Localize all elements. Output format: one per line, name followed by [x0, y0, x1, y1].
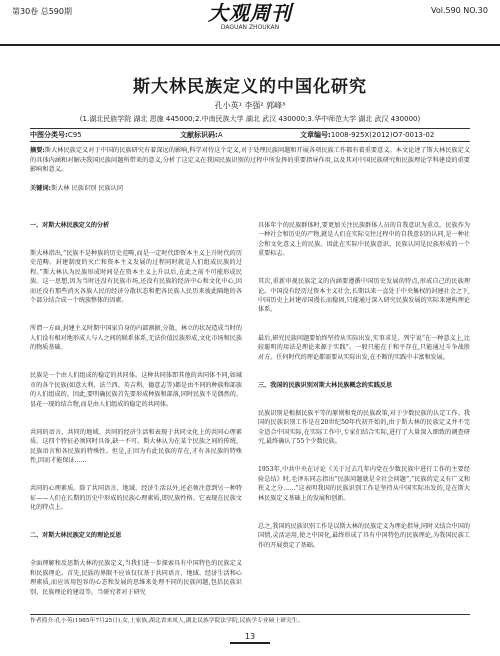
doc-code-label: 文献标识码: — [180, 131, 218, 139]
paragraph: 1953年,中共中央在讨论《关于过去几年内党在少数民族中进行工作的主要经验总结》时,毛泽东同志指出“民族问题就是全社会问题”,“民族的定义有广义和狭义之分……”这表明我国的民族识别工作是坚持从中国实际出发的,是在斯大林民族定义基础上的发展和创新。 — [258, 466, 470, 502]
page-header — [0, 0, 500, 46]
article-title: 斯大林民族定义的中国化研究 — [133, 77, 367, 97]
paragraph: 共同的语言、共同的地域、共同的经济生活和表现于共同文化上的共同心理素质。这四个特征必须同时具备,缺一不可。斯大林认为在某个民族之间的传统、民族语言和各民族的特殊性。但是,正因为有此民族的存在,才有各民族的特殊性,因而才能保证…… — [30, 428, 242, 464]
page-number-rule — [230, 642, 270, 644]
paragraph: 总之,我国的民族识别工作是以斯大林的民族定义为理论指导,同时又结合中国的国情,灵活运用,使之中国化,最终形成了具有中国特色的民族理论,为我国民族工作的开展奠定了基础。 — [258, 522, 470, 549]
paragraph: 民族是一个由人们组成的稳定的共同体。这种共同体即其他的共同体不同,如城市的各个民族(如意大利、法兰西、英吉利、德意志等)都是由不同的种族和部族的人们组成的。因此,要明确民族首先要形成种族和部落,同时民族不是偶然的、昙花一现的结合物,而是由人们组成的稳定的共同体。 — [30, 372, 242, 408]
page-number: 13 — [244, 632, 256, 641]
article-authors: 孔小英¹ 李强² 郭峰³ — [214, 101, 286, 110]
clc-code — [30, 129, 82, 141]
paragraph: 所谓一方面,封建主义时期中国家自身的内部割据,分散、林立的状况造成当时的人们没有相对地形成人与人之间的联系体系,无法价值民族形成,文化市场和民族的物质基础。 — [30, 325, 242, 352]
doc-code — [180, 129, 223, 141]
journal-masthead — [195, 2, 305, 38]
section-heading: 二、对斯大林民族定义的理论反思 — [30, 532, 122, 540]
paragraph: 斯大林指出,“民族不是种族的历史范畴,而是一定时代即资本主义上升时代的历史范畴。封建制度的灭亡和资本主义发展的过程同时就是人们组成民族的过程。”斯大林认为民族形成时间是在资本主义上升以后,在此之前不可能形成民族。这一思想,因为当时还没有民族市场,还没有民族的经济中心和文化中心,因而还没有那些消灭各族人民的经济分散状态和把各民族人民历来彼此隔绝的各个部分结合成一个统族整体的因素。 — [30, 250, 242, 305]
body-column-left — [30, 202, 242, 606]
article-number — [300, 129, 434, 141]
author-footnote: 作者简介:孔小英(1985年7月25日),女,土家族,湖北省来凤人,湖北民族学院法学院,民族学专业硕士研究生。 — [30, 614, 470, 625]
clc-value: C95 — [67, 131, 82, 139]
masthead-subtitle: DAGUAN ZHOUKAN — [220, 24, 280, 31]
article-number-label: 文章编号: — [300, 131, 331, 139]
section-heading: 三、我国的民族识别对斯大林民族概念的实践反思 — [258, 381, 393, 389]
doc-code-value: A — [217, 131, 223, 139]
classification-bar — [30, 128, 470, 142]
author-affiliations: (1.湖北民族学院 湖北 恩施 445000;2.中南民族大学 湖北 武汉 430000;3.华中师范大学 湖北 武汉 430000) — [79, 115, 421, 123]
article-number-value: 1008-925X(2012)O7-0013-02 — [330, 131, 435, 139]
section-heading: 一、对斯大林民族定义的分析 — [30, 221, 110, 229]
clc-label: 中图分类号: — [30, 131, 68, 139]
issue-info-left: 第30卷 总590期 — [12, 7, 72, 16]
paragraph: 民族识别是根据民族平等的原则和党的民族政策,对于少数民族的认定工作。我国的民族识别工作是在20世纪50年代初开始的,由于斯大林的民族定义并不完全适合中国实际,在实际工作中,专家们结合实际,进行了大量深入细致的调查研究,最终确认了55个少数民族。 — [258, 409, 470, 446]
paragraph: 最后,研究民族问题要始终坚持从实际出发,实事求是。列宁说“在一种意义上,比较聪明的用法是理论来源于实践”。一般只能在于和平存在,只能通过斗争战胜对方。任何时代的理论都需要从实际出发,在不断的实践中丰富和发展。 — [258, 334, 470, 361]
paragraph: 全面理解和反思斯大林的民族定义,当我们进一步探索具有中国特色的民族定义和民族理论。首先,民族的界限不应该仅仅基于共同语言、地域、经济生活和心理素质,而应该用包容的心态和发展的思维来处理不同的民族问题,包括民族识别、民族理论的建设等。当研究者对于研究 — [30, 560, 242, 596]
abstract-label: 摘要: — [30, 147, 45, 154]
paragraph: 具体年个的民族群体时,要更加关注民族群体人员的自我意识为重点。民族作为一种社会和历史的产物,就是人们在实际交往过程中的自我意识的认同,是一种社会和文化意义上的民族。因此在实际中民族意识、民族认同是民族形成的一个重要标志。 — [258, 221, 470, 258]
abstract-text: 斯大林民族定义对于中国的民族研究有着深远的影响,科学对待这个定义,对于处理民族问题和开展各项民族工作都有着重要意义。本文论述了斯大林民族定义的具体内涵和对解决我国民族问题所带来的意义,分析了这定义在我国民族识别的过程中所发挥的重要指导作用,以及其对中国民族研究和民族理论学科建设的重要影响和意义。 — [30, 147, 470, 173]
keywords-text: 斯大林 民族识别 民族认同 — [51, 185, 124, 192]
issue-info-right: Vol.590 NO.30 — [430, 6, 488, 15]
body-column-right — [258, 202, 470, 559]
paragraph: 共同的心理素质。除了共同语言、地域、经济生活以外,还必须注意到另一种特征——人们在长期的历史中形成的民族心理素质,即民族性格。它表现在民族文化的特点上。 — [30, 485, 242, 511]
keywords — [30, 184, 470, 193]
masthead-name: 大观周刊 — [208, 1, 292, 25]
keywords-label: 关键词: — [30, 185, 52, 192]
abstract — [30, 146, 470, 175]
paragraph: 其次,重新审视民族定义的内涵要遵循中国历史发展的特点,形成自己的民族理论。中国没有经历过资本主义社会,长期以来一直处于中央集权的封建社会之下,中国历史上封建帝国漫长而稳固,只能通过深入研究民族发展的实际来建构理论体系。 — [258, 278, 470, 314]
